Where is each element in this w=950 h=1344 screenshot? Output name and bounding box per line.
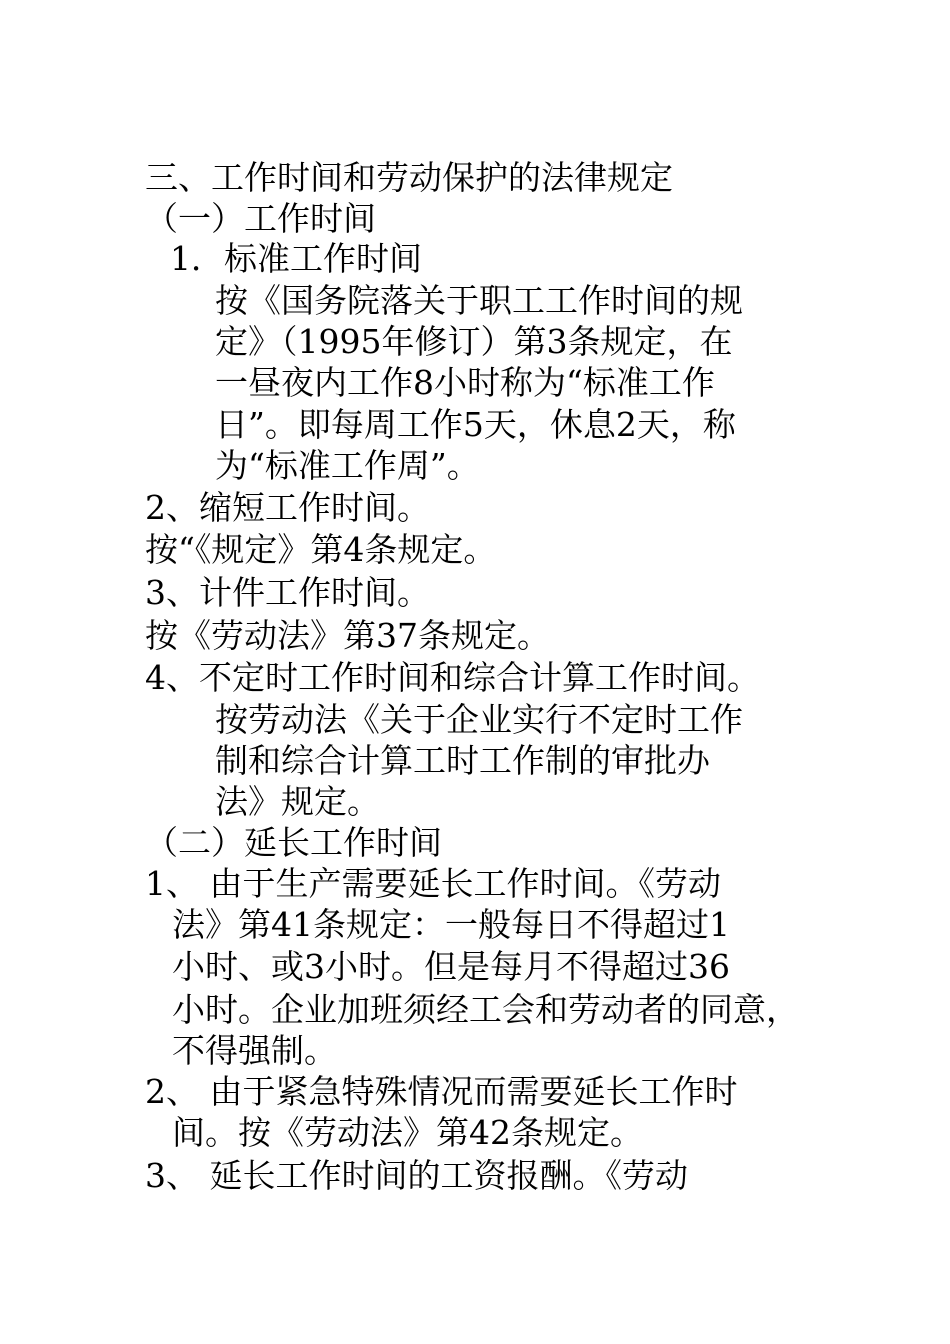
list-item-line: 小时。企业加班须经工会和劳动者的同意， [172,990,799,1029]
item-title-standard-hours: 1．标准工作时间 [170,239,422,278]
list-item-line: 1、 由于生产需要延长工作时间。《劳动 [145,864,721,903]
item-title-flexible-hours: 4、不定时工作时间和综合计算工作时间。 [145,658,760,697]
document-heading: 三、工作时间和劳动保护的法律规定 [145,158,673,197]
list-item-line: 3、 延长工作时间的工资报酬。《劳动 [145,1156,688,1195]
paragraph-line: 法》规定。 [215,782,380,821]
item-title-shortened-hours: 2、缩短工作时间。 [145,488,430,527]
item-title-piecework-hours: 3、计件工作时间。 [145,573,430,612]
paragraph-line: 制和综合计算工时工作制的审批办 [215,741,710,780]
paragraph-line: 按《国务院落关于职工工作时间的规 [215,281,743,320]
list-item-line: 小时、或3小时。但是每月不得超过36 [172,947,730,986]
paragraph-line: 按劳动法《关于企业实行不定时工作 [215,700,743,739]
paragraph-line: 为“标准工作周”。 [215,446,480,485]
paragraph-line: 按《劳动法》第37条规定。 [145,616,550,655]
list-item-line: 2、 由于紧急特殊情况而需要延长工作时 [145,1072,738,1111]
list-item-line: 间。按《劳动法》第42条规定。 [172,1113,643,1152]
paragraph-line: 一昼夜内工作8小时称为“标准工作 [215,363,715,402]
list-item-line: 法》第41条规定：一般每日不得超过1 [172,905,730,944]
paragraph-line: 按“《规定》第4条规定。 [145,530,497,569]
section-title-overtime: （二）延长工作时间 [145,823,442,862]
section-title-working-hours: （一）工作时间 [145,199,376,238]
paragraph-line: 定》（1995年修订）第3条规定，在 [215,322,733,361]
paragraph-line: 日”。即每周工作5天，休息2天，称 [215,405,736,444]
list-item-line: 不得强制。 [172,1031,337,1070]
